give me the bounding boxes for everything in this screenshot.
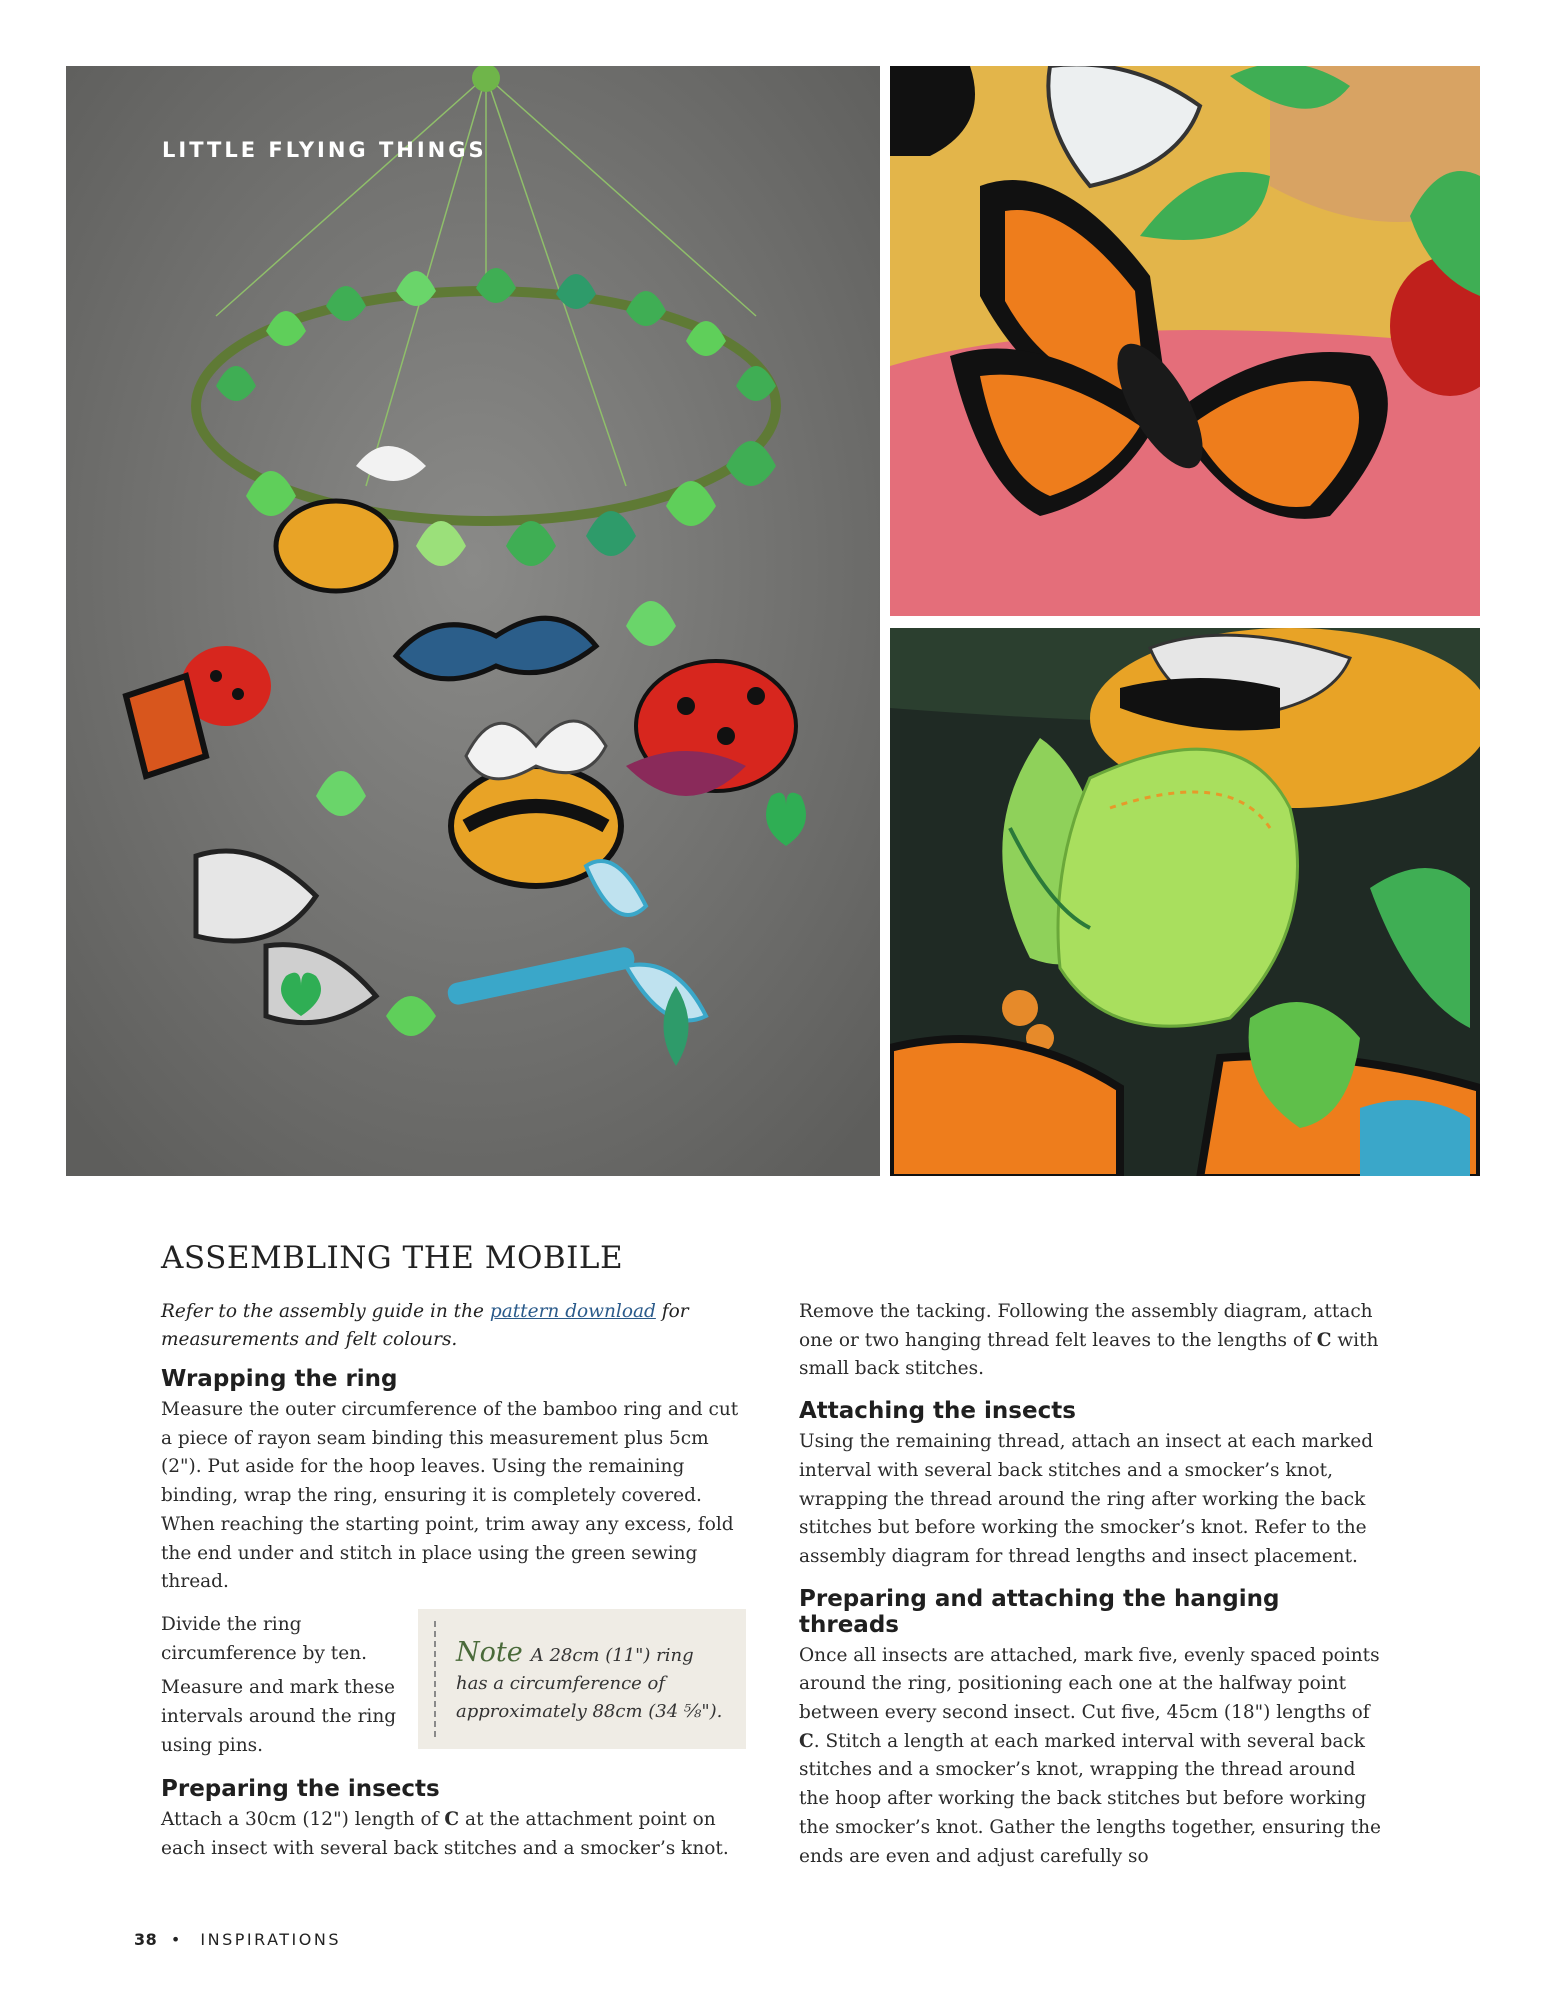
hanging-after: . Stitch a length at each marked interval with several back stitches and a smocker’s knot, wrapping the thread around the hoop after working the back stitches but before working the smocker’s knot. Gather the lengths together, ensuring the ends are even and adjust carefully so	[799, 1730, 1381, 1867]
photo-green-moth	[890, 628, 1480, 1176]
preparing-before: Attach a 30cm (12") length of	[161, 1809, 445, 1831]
hanging-body	[799, 1642, 1384, 1872]
column-left	[161, 1298, 746, 1878]
green-moth-illustration	[890, 628, 1480, 1176]
footer-separator: •	[170, 1930, 183, 1949]
tacking-before: Remove the tacking. Following the assembly diagram, attach one or two hanging thread felt leaves to the lengths of	[799, 1301, 1373, 1351]
wrapping-body: Measure the outer circumference of the bamboo ring and cut a piece of rayon seam binding this measurement plus 5cm (2"). Put aside for the hoop leaves. Using the remaining binding, wrap the ring, ensuring it is completely covered. When reaching the starting point, trim away any excess, fold the end under and stitch in place using the green sewing thread.	[161, 1399, 739, 1593]
measure-text: Measure and mark these intervals around the ring using pins.	[161, 1677, 397, 1756]
intro-after: for measurements and felt colours.	[161, 1301, 689, 1350]
page-number: 38	[134, 1930, 158, 1949]
photo-felt-mobile	[66, 66, 880, 1176]
photo-monarch-butterfly	[890, 66, 1480, 616]
photo-caption: LITTLE FLYING THINGS	[162, 138, 487, 162]
heading-preparing-the-insects: Preparing the insects	[161, 1776, 440, 1803]
preparing-body	[161, 1806, 746, 1863]
thread-code-c: C	[799, 1730, 814, 1752]
heading-attaching-the-insects: Attaching the insects	[799, 1398, 1076, 1425]
column-right	[799, 1298, 1384, 1885]
pattern-download-link[interactable]: pattern download	[489, 1301, 656, 1322]
magazine-name: INSPIRATIONS	[200, 1930, 341, 1949]
note-label: Note	[456, 1636, 523, 1668]
note-content	[456, 1636, 728, 1726]
note-text: A 28cm (11") ring has a circumference of approximately 88cm (34 ⅝").	[456, 1644, 723, 1722]
tacking-after: with small back stitches.	[799, 1329, 1379, 1380]
thread-code-c: C	[444, 1809, 460, 1831]
felt-mobile-illustration	[66, 66, 880, 1176]
page-footer	[134, 1930, 341, 1949]
divide-text: Divide the ring circumference by ten.	[161, 1613, 367, 1664]
hanging-before: Once all insects are attached, mark five, evenly spaced points around the ring, positioning each one at the halfway point between every second insect. Cut five, 45cm (18") lengths of	[799, 1644, 1380, 1724]
intro-before: Refer to the assembly guide in the	[161, 1301, 490, 1322]
thread-code-c: C	[1316, 1329, 1332, 1351]
heading-hanging-threads: Preparing and attaching the hanging threads	[799, 1585, 1280, 1638]
tacking-body	[799, 1298, 1384, 1384]
heading-wrapping-the-ring: Wrapping the ring	[161, 1366, 398, 1392]
monarch-butterfly-illustration	[890, 66, 1480, 616]
intro-text	[161, 1298, 746, 1354]
preparing-after: at the attachment point on each insect with several back stitches and a smocker’s knot.	[161, 1809, 729, 1860]
divide-and-note	[161, 1611, 746, 1767]
note-box	[418, 1609, 746, 1749]
attaching-body: Using the remaining thread, attach an insect at each marked interval with several back stitches and a smocker’s knot, wrapping the thread around the ring after working the back stitches but before working the smocker’s knot. Refer to the assembly diagram for thread lengths and insect placement.	[799, 1431, 1374, 1567]
divide-text-block	[161, 1611, 401, 1767]
section-title: ASSEMBLING THE MOBILE	[161, 1240, 624, 1276]
